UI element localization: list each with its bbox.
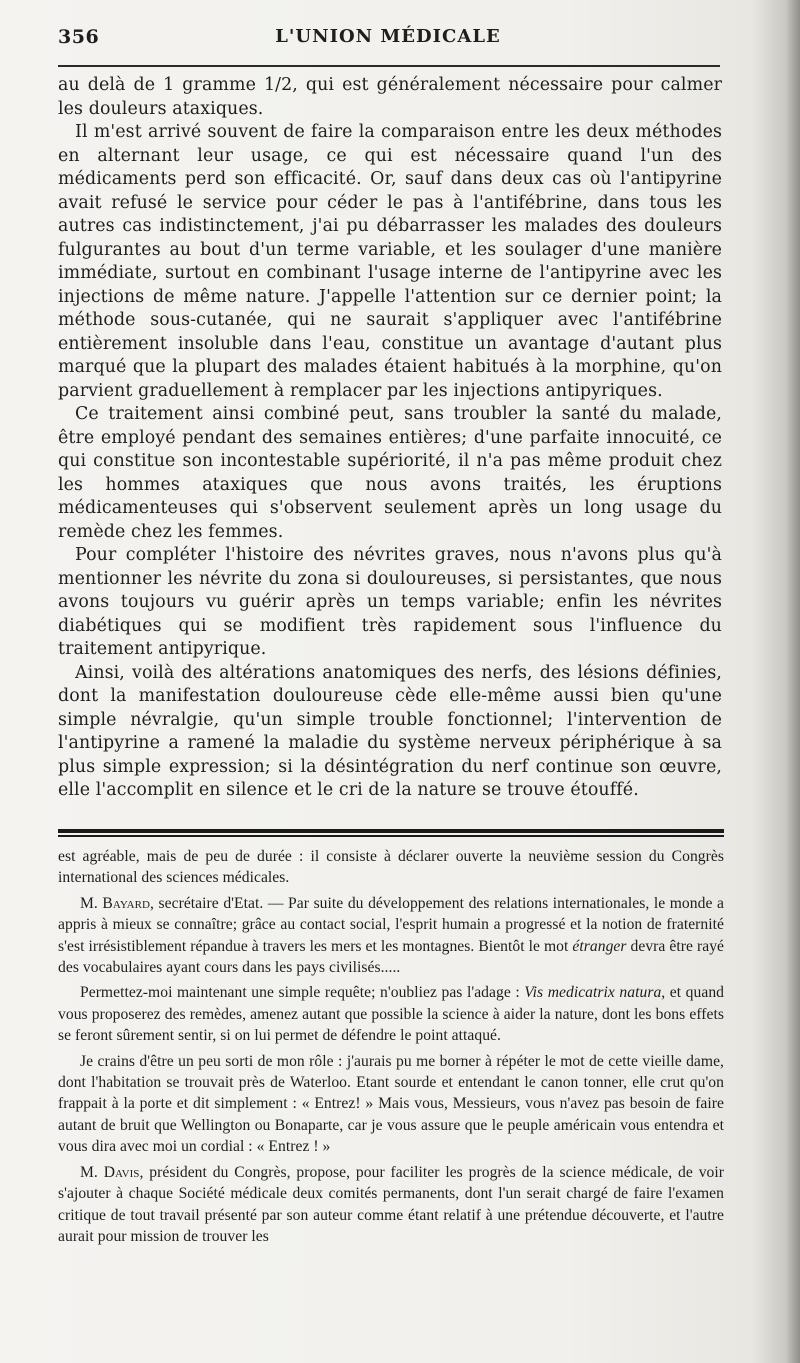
davis-text: , président du Congrès, propose, pour faciliter les progrès de la science médicale, de voir s'ajouter à chaque Société médicale deux comités permanents, dont l'un serait chargé de faire l'examen critique de tout travail présenté par son auteur comme étant relatif à une prétendue découverte, et l'autre aurait pour mission de trouver les — [58, 1163, 725, 1245]
bayard-text-end: devra être rayé des vocabulaires ayant cours dans les pays civilisés..... — [58, 937, 725, 977]
section-separator — [58, 829, 724, 838]
header-rule — [58, 65, 720, 67]
request-text: Permettez-moi maintenant une simple requête; n'oubliez pas l'adage : — [80, 984, 525, 1002]
note-paragraph-bayard — [58, 893, 724, 979]
bayard-text: , secrétaire d'Etat. — Par suite du développement des relations internationales, le monde a appris à mieux se connaître; grâce au contact social, l'esprit humain a progressé et la notion de fraternité s'est irrésistiblement répandue à travers les mers et les montagnes. Bientôt le mot — [58, 894, 724, 955]
note-paragraph-davis — [58, 1162, 724, 1248]
request-text-end: , et quand vous proposerez des remèdes, amenez autant que possible la science à aider la nature, dont les bons effets se feront sûrement sentir, si on lui permet de défendre le point attaqué. — [58, 984, 725, 1045]
paragraph-conclusion: Ainsi, voilà des altérations anatomiques des nerfs, des lésions définies, dont la manifestation douloureuse cède elle-même aussi bien qu'une simple névralgie, qu'un simple trouble fonctionnel; l'intervention de l'antipyrine a ramené la maladie du système nerveux périphérique à sa plus simple expression; si la désintégration du nerf continue son œuvre, elle l'accomplit en silence et le cri de la nature se trouve étouffé. — [58, 662, 722, 800]
separator-thick-rule — [58, 829, 724, 833]
speaker-name-bayard: M. Bayard — [80, 894, 151, 912]
paragraph-treatment: Ce traitement ainsi combiné peut, sans troubler la santé du malade, être employé pendant des semaines entières; d'une parfaite innocuité, ce qui constitue son incontestable supériorité, il n'a pas même produit chez les hommes ataxiques que nous avons traités, les éruptions médicamenteuses qui s'observent seulement après un long usage du remède chez les femmes. — [58, 404, 722, 542]
page-header — [58, 26, 718, 56]
paragraph-continuation: au delà de 1 gramme 1/2, qui est généralement nécessaire pour calmer les douleurs ataxiques. — [58, 75, 722, 119]
note-paragraph-waterloo: Je crains d'être un peu sorti de mon rôle : j'aurais pu me borner à répéter le mot de cette vieille dame, dont l'habitation se trouvait près de Waterloo. Etant sourde et entendant le canon tonner, elle crut qu'on frappait à la porte et dit simplement : « Entrez! » Mais vous, Messieurs, vous n'avez pas besoin de faire autant de bruit que Wellington ou Bonaparte, car je vous assure que le peuple américain vous entendra et vous dira avec moi un cordial : « Entrez ! » — [58, 1052, 724, 1156]
bayard-emphasis: étranger — [572, 937, 627, 955]
page-number: 356 — [58, 26, 100, 48]
latin-adage: Vis medicatrix natura — [524, 984, 662, 1002]
main-body-text — [58, 74, 722, 803]
page-edge-shadow — [786, 0, 800, 1363]
speaker-name-davis: M. Davis — [80, 1163, 140, 1181]
paragraph-nevrites: Pour compléter l'histoire des névrites graves, nous n'avons plus qu'à mentionner les névrite du zona si douloureuses, si persistantes, que nous avons toujours vu guérir après un temps variable; enfin les névrites diabétiques qui se modifient très rapidement sous l'influence du traitement antipyrique. — [58, 545, 722, 659]
note-paragraph-opening: est agréable, mais de peu de durée : il consiste à déclarer ouverte la neuvième session du Congrès international des sciences médicales. — [58, 848, 724, 887]
running-title: L'UNION MÉDICALE — [275, 26, 501, 47]
paragraph-comparison: Il m'est arrivé souvent de faire la comparaison entre les deux méthodes en alternant leur usage, ce qui est nécessaire quand l'un des médicaments perd son efficacité. Or, sauf dans deux cas où l'antipyrine avait refusé le service pour céder le pas à l'antifébrine, dans tous les autres cas indistinctement, j'ai pu débarrasser les malades des douleurs fulgurantes au bout d'un terme variable, et les soulager d'une manière immédiate, surtout en combinant l'usage interne de l'antipyrine avec les injections de même nature. J'appelle l'attention sur ce dernier point; la méthode sous-cutanée, qui ne saurait s'appliquer avec l'antifébrine entièrement insoluble dans l'eau, constitue un avantage d'autant plus marqué que la plupart des malades étaient habitués à la morphine, qu'on parvient graduellement à remplacer par les injections antipyriques. — [58, 122, 722, 401]
congress-report-text — [58, 846, 724, 1251]
note-paragraph-request — [58, 982, 724, 1046]
separator-thin-rule — [58, 835, 724, 837]
